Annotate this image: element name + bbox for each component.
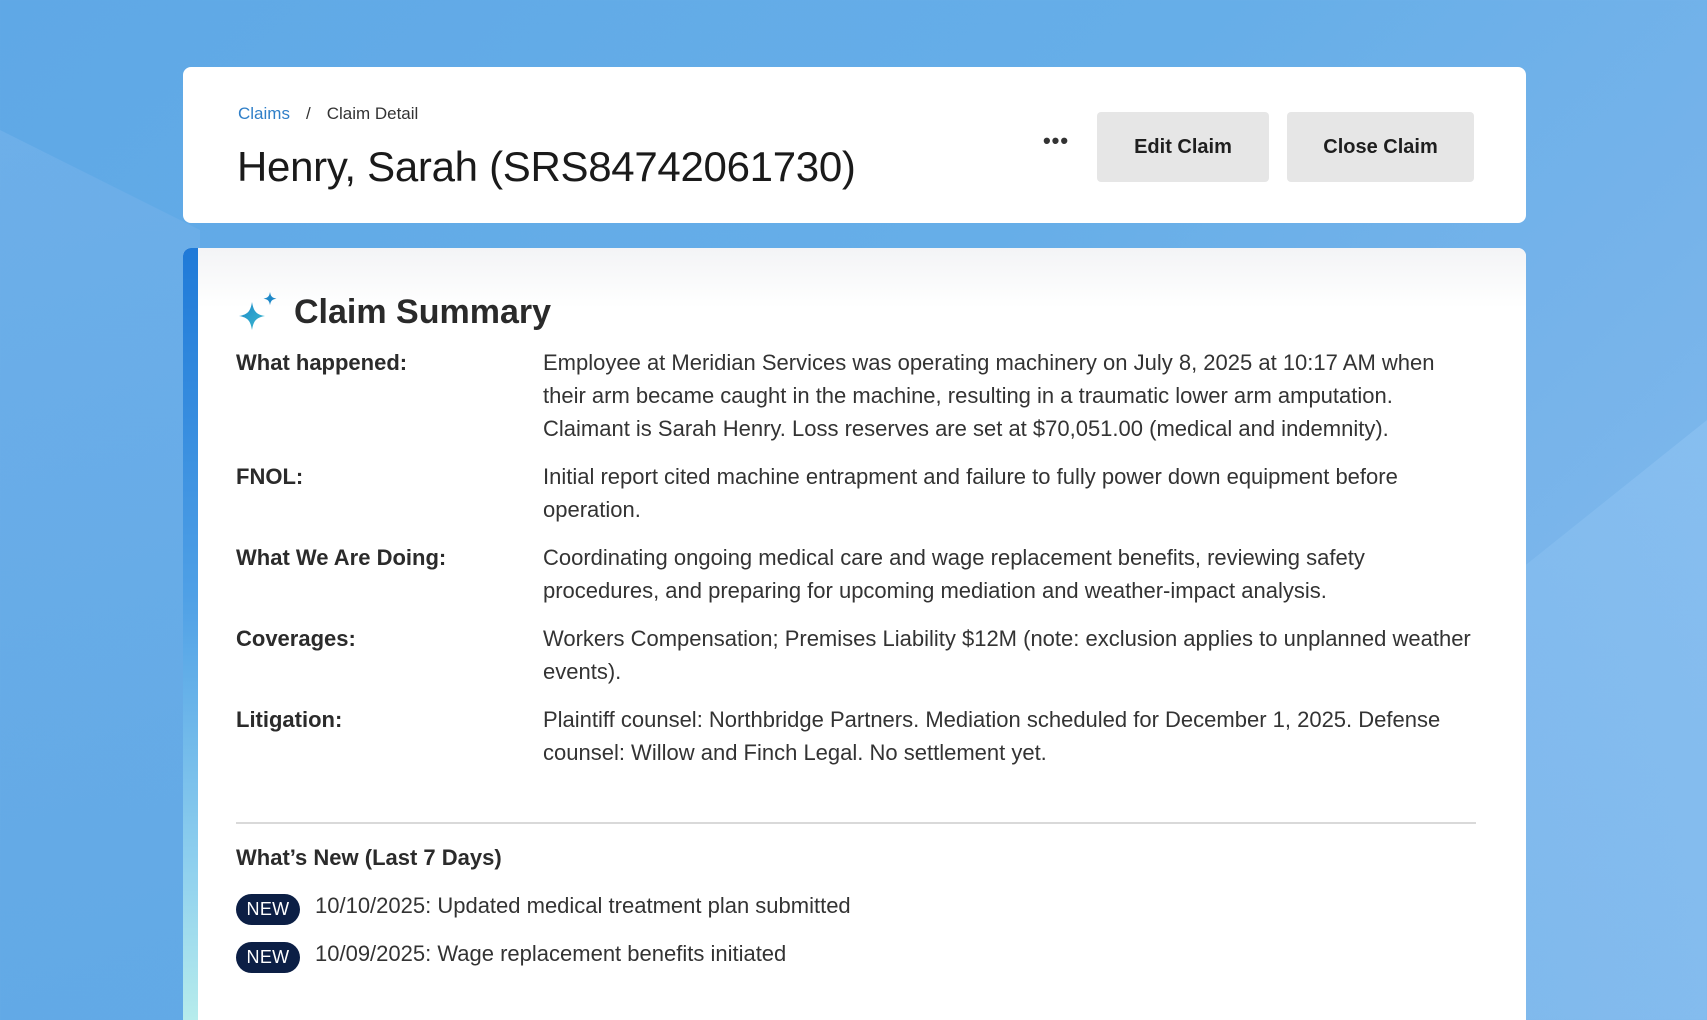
- row-label: Litigation:: [236, 707, 343, 732]
- summary-row-litigation: [236, 703, 1476, 769]
- claim-summary-card: [183, 248, 1526, 1020]
- background-shape-right: [1507, 420, 1707, 1020]
- claim-header-card: [183, 67, 1526, 223]
- summary-header: [236, 290, 551, 334]
- new-badge: NEW: [236, 894, 300, 925]
- close-claim-button[interactable]: Close Claim: [1287, 112, 1474, 182]
- row-label: What happened:: [236, 350, 408, 375]
- news-text: 10/09/2025: Wage replacement benefits initiated: [315, 941, 787, 966]
- row-value: Coordinating ongoing medical care and wage replacement benefits, reviewing safety procedures, and preparing for upcoming mediation and weather-impact analysis.: [543, 545, 1365, 603]
- summary-details: [236, 346, 1476, 784]
- breadcrumb-separator: /: [305, 104, 311, 123]
- edit-claim-button[interactable]: Edit Claim: [1097, 112, 1269, 182]
- row-value: Initial report cited machine entrapment and failure to fully power down equipment before operation.: [543, 464, 1398, 522]
- sparkle-icon: [236, 290, 280, 334]
- row-value: Plaintiff counsel: Northbridge Partners. Mediation scheduled for December 1, 2025. Defense counsel: Willow and Finch Legal. No settlement yet.: [543, 707, 1441, 765]
- more-options-icon[interactable]: •••: [1042, 128, 1070, 153]
- row-label: FNOL:: [236, 464, 304, 489]
- summary-title: Claim Summary: [294, 292, 551, 331]
- row-label: Coverages:: [236, 626, 356, 651]
- whats-new-list: [236, 889, 851, 985]
- row-value: Workers Compensation; Premises Liability $12M (note: exclusion applies to unplanned weather events).: [543, 626, 1471, 684]
- summary-row-coverages: [236, 622, 1476, 688]
- news-text: 10/10/2025: Updated medical treatment plan submitted: [315, 893, 851, 918]
- background-shape-left: [0, 130, 200, 1020]
- summary-row-fnol: [236, 460, 1476, 526]
- summary-row-what-we-are-doing: [236, 541, 1476, 607]
- breadcrumb: [238, 104, 418, 124]
- page-title: Henry, Sarah (SRS84742061730): [237, 143, 856, 190]
- list-item: [236, 937, 851, 971]
- whats-new-title: What’s New (Last 7 Days): [236, 845, 502, 870]
- section-divider: [236, 822, 1476, 824]
- new-badge: NEW: [236, 942, 300, 973]
- list-item: [236, 889, 851, 923]
- card-accent-bar: [183, 248, 198, 1020]
- row-value: Employee at Meridian Services was operating machinery on July 8, 2025 at 10:17 AM when their arm became caught in the machine, resulting in a traumatic lower arm amputation. Claimant is Sarah Henry. Loss reserves are set at $70,051.00 (medical and indemnity).: [543, 350, 1435, 441]
- breadcrumb-current: Claim Detail: [326, 104, 419, 123]
- breadcrumb-claims-link[interactable]: Claims: [238, 104, 290, 123]
- row-label: What We Are Doing:: [236, 545, 447, 570]
- summary-row-what-happened: [236, 346, 1476, 445]
